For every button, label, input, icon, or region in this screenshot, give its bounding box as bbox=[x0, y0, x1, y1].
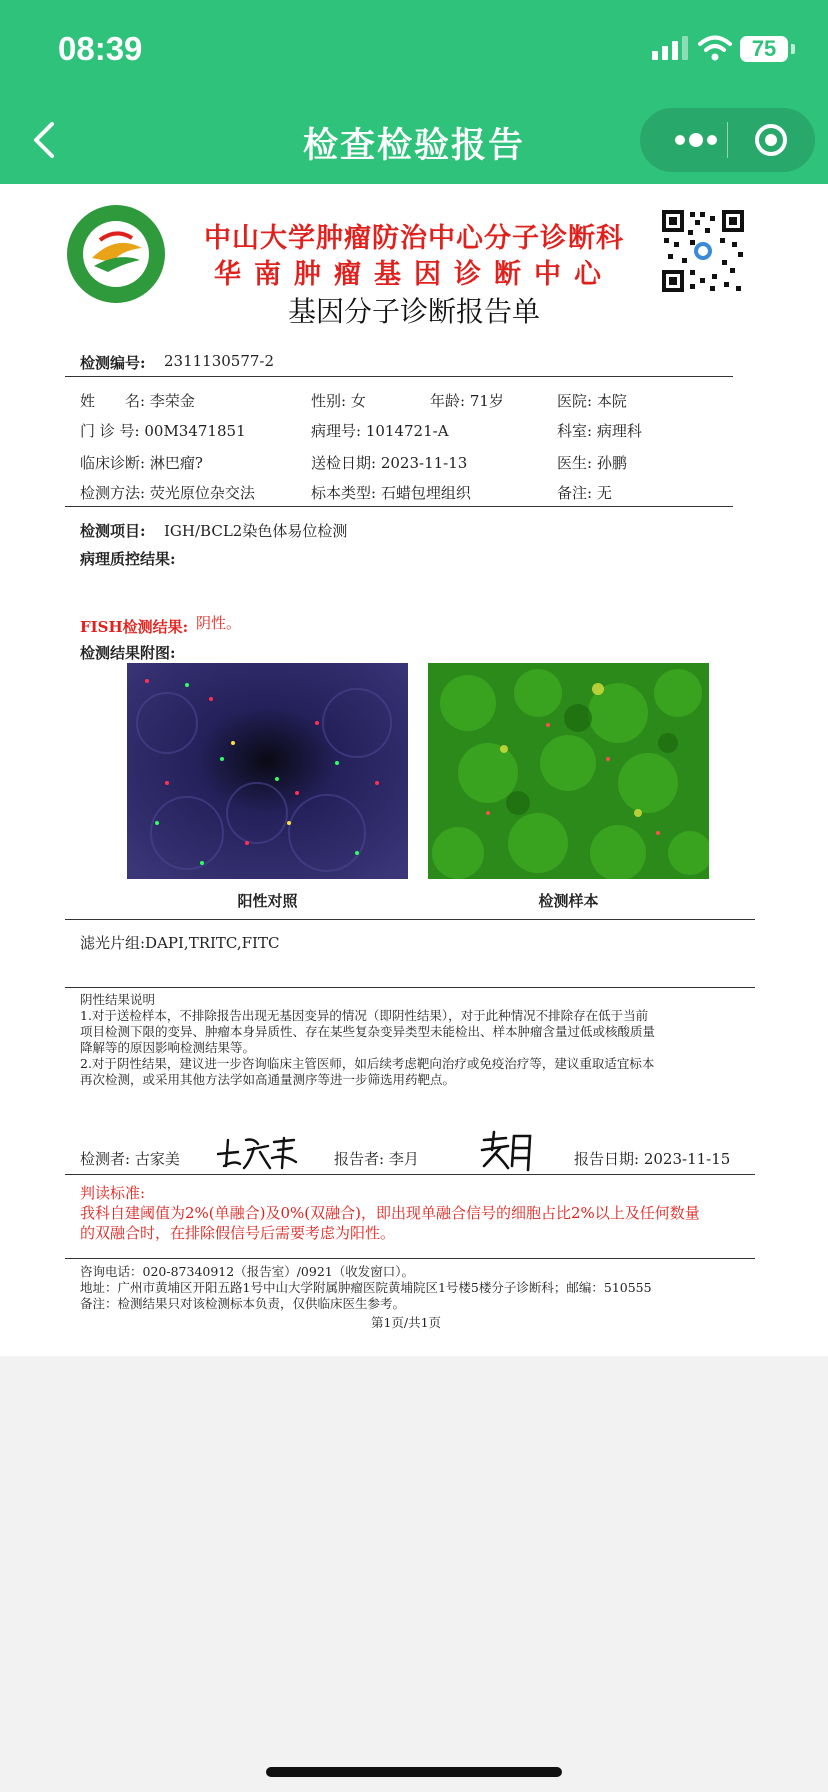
divider bbox=[65, 506, 733, 507]
home-indicator[interactable] bbox=[266, 1767, 562, 1777]
signal-icon bbox=[652, 36, 688, 60]
divider bbox=[65, 376, 733, 377]
reporter-signature bbox=[478, 1130, 538, 1172]
caption-test-sample: 检测样本 bbox=[538, 892, 599, 910]
field-pathology-no: 病理号: 1014721-A bbox=[311, 422, 449, 440]
wifi-icon bbox=[698, 34, 732, 62]
negative-note-line: 降解等的原因影响检测结果等。 bbox=[80, 1040, 256, 1055]
test-item-value: IGH/BCL2染色体易位检测 bbox=[164, 522, 348, 540]
criteria-line: 我科自建阈值为2%(单融合)及0%(双融合)，即出现单融合信号的细胞占比2%以上及任何数量 bbox=[80, 1204, 700, 1222]
qr-code[interactable] bbox=[660, 208, 746, 294]
footer-remark: 备注：检测结果只对该检测标本负责，仅供临床医生参考。 bbox=[80, 1296, 406, 1311]
field-diagnosis: 临床诊断: 淋巴瘤? bbox=[80, 454, 203, 472]
field-sex: 性别: 女 bbox=[311, 392, 366, 410]
positive-control-image bbox=[127, 663, 408, 879]
test-no-label: 检测编号: bbox=[80, 354, 146, 372]
footer-address: 地址：广州市黄埔区开阳五路1号中山大学附属肿瘤医院黄埔院区1号楼5楼分子诊断科；邮编：510555 bbox=[80, 1280, 652, 1295]
field-age: 年龄: 71岁 bbox=[430, 392, 504, 410]
filter-set: 滤光片组:DAPI,TRITC,FITC bbox=[80, 934, 280, 952]
tester-signature bbox=[214, 1132, 298, 1172]
reporter-label: 报告者: 李月 bbox=[334, 1150, 419, 1168]
divider bbox=[65, 1174, 755, 1175]
divider bbox=[65, 1258, 755, 1259]
divider bbox=[65, 987, 755, 988]
criteria-title: 判读标准: bbox=[80, 1184, 146, 1202]
negative-note-line: 1.对于送检样本，不排除报告出现无基因变异的情况（即阴性结果），对于此种情况不排除存在低于当前 bbox=[80, 1008, 649, 1023]
more-dots-icon[interactable] bbox=[668, 128, 724, 152]
page-number: 第1页/共1页 bbox=[370, 1315, 442, 1330]
negative-note-line: 再次检测，或采用其他方法学如高通量测序等进一步筛选用药靶点。 bbox=[80, 1072, 456, 1087]
field-remark: 备注: 无 bbox=[557, 484, 612, 502]
field-department: 科室: 病理科 bbox=[557, 422, 642, 440]
negative-note-line: 项目检测下限的变异、肿瘤本身异质性、存在某些复杂变异类型未能检出、样本肿瘤含量过低或核酸质量 bbox=[80, 1024, 656, 1039]
fish-result-label: FISH检测结果: bbox=[80, 618, 189, 636]
tester-label: 检测者: 古家美 bbox=[80, 1150, 180, 1168]
capsule-divider bbox=[727, 122, 728, 158]
report-form-title: 基因分子诊断报告单 bbox=[287, 295, 540, 328]
negative-note-title: 阴性结果说明 bbox=[80, 992, 156, 1007]
report-date: 报告日期: 2023-11-15 bbox=[574, 1150, 731, 1168]
field-submit-date: 送检日期: 2023-11-13 bbox=[311, 454, 468, 472]
field-clinic-no: 门 诊 号: 00M3471851 bbox=[80, 422, 246, 440]
field-doctor: 医生: 孙鹏 bbox=[557, 454, 627, 472]
report-document bbox=[0, 184, 828, 1356]
qc-label: 病理质控结果: bbox=[80, 550, 176, 568]
mini-program-capsule bbox=[640, 108, 815, 172]
report-header-line1: 中山大学肿瘤防治中心分子诊断科 bbox=[204, 223, 624, 254]
test-no-value: 2311130577-2 bbox=[164, 352, 275, 370]
fish-result-value: 阴性。 bbox=[196, 614, 242, 632]
criteria-line: 的双融合时，在排除假信号后需要考虑为阳性。 bbox=[80, 1224, 396, 1242]
footer-phone: 咨询电话：020-87340912（报告室）/0921（收发窗口）。 bbox=[80, 1264, 414, 1279]
test-item-label: 检测项目: bbox=[80, 522, 146, 540]
field-hospital: 医院: 本院 bbox=[557, 392, 627, 410]
battery-indicator: 75 bbox=[740, 36, 788, 62]
close-circle-icon[interactable] bbox=[753, 122, 789, 158]
divider bbox=[65, 919, 755, 920]
caption-positive-control: 阳性对照 bbox=[237, 892, 298, 910]
negative-note-line: 2.对于阴性结果，建议进一步咨询临床主管医师，如后续考虑靶向治疗或免疫治疗等，建议重取适宜标本 bbox=[80, 1056, 655, 1071]
field-sample-type: 标本类型: 石蜡包埋组织 bbox=[311, 484, 471, 502]
battery-tip bbox=[791, 44, 795, 54]
field-name: 姓 名: 李荣金 bbox=[80, 392, 195, 410]
status-time: 08:39 bbox=[58, 30, 143, 67]
field-method: 检测方法: 荧光原位杂交法 bbox=[80, 484, 255, 502]
page-title: 检查检验报告 bbox=[302, 126, 525, 166]
test-sample-image bbox=[428, 663, 709, 879]
images-label: 检测结果附图: bbox=[80, 644, 176, 662]
report-header-line2: 华南肿瘤基因诊断中心 bbox=[214, 259, 614, 290]
app-header bbox=[0, 0, 828, 184]
